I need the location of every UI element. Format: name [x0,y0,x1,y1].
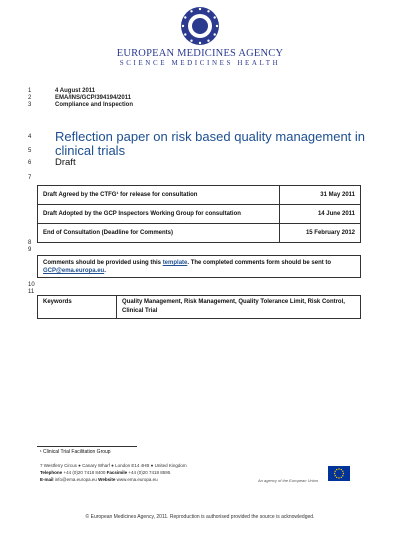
line-number: 11 [28,289,35,295]
line-number: 3 [28,102,32,108]
copyright: © European Medicines Agency, 2011. Reproduction is authorised provided the source is acknowledged. [85,514,315,520]
footer-website[interactable]: www.ema.europa.eu [116,477,158,482]
fax: +44 (0)20 7418 8595 [128,470,171,475]
document-status: Draft [55,157,76,168]
line-number: 10 [28,282,35,288]
footer-address: 7 Westferry Circus ● Canary Wharf ● London E14 4HB ● United Kingdom [40,463,187,468]
line-number: 4 [28,134,32,140]
line-number: 5 [28,148,32,154]
fax-label: Facsimile [106,470,128,475]
telephone: +44 (0)20 7418 8400 [63,470,106,475]
document-department: Compliance and Inspection [55,102,134,108]
eu-agency-label: An agency of the European Union [258,478,319,483]
line-number: 6 [28,160,32,166]
line-number: 9 [28,247,32,253]
table-cell-label: End of Consultation (Deadline for Comments) [38,224,280,243]
table-row [38,205,361,224]
telephone-label: Telephone [40,470,63,475]
table-row [38,296,361,319]
org-tagline: SCIENCE MEDICINES HEALTH [119,59,281,67]
keywords-label: Keywords [38,296,117,319]
ema-logo [0,6,400,67]
line-number: 2 [28,95,32,101]
eu-flag-icon [328,466,350,481]
comments-text: . [104,268,106,274]
document-reference: EMA/INS/GCP/394194/2011 [55,95,132,101]
table-cell-label: Draft Adopted by the GCP Inspectors Working Group for consultation [38,205,280,224]
keywords-table [37,295,361,319]
comments-text: Comments should be provided using this [43,260,163,266]
keywords-value: Quality Management, Risk Management, Quality Tolerance Limit, Risk Control, Clinical Trial [117,296,361,319]
footnote: ¹ Clinical Trial Facilitation Group [40,449,111,455]
website-label: Website [98,477,116,482]
line-number: 8 [28,240,32,246]
org-name: EUROPEAN MEDICINES AGENCY [116,48,284,59]
footer-email[interactable]: info@ema.europa.eu [54,477,97,482]
ema-emblem-icon [177,6,223,46]
consultation-table [37,185,361,243]
email-label: E-mail [40,477,54,482]
line-number: 7 [28,175,32,181]
table-cell-label: Draft Agreed by the CTFG¹ for release for consultation [38,186,280,205]
comments-box [37,255,361,278]
table-cell-date: 31 May 2011 [280,186,361,205]
document-date: 4 August 2011 [55,88,96,94]
template-link[interactable]: template [162,260,188,266]
email-link[interactable]: GCP@ema.europa.eu [43,268,105,274]
table-cell-date: 15 February 2012 [280,224,361,243]
table-cell-date: 14 June 2011 [280,205,361,224]
table-row [38,224,361,243]
footer-phone-line [40,469,360,476]
comments-text: . The completed comments form should be sent to [187,260,332,266]
footnote-divider [37,446,137,447]
line-number: 1 [28,88,32,94]
table-row [38,186,361,205]
document-title: Reflection paper on risk based quality management in clinical trials [55,129,366,158]
